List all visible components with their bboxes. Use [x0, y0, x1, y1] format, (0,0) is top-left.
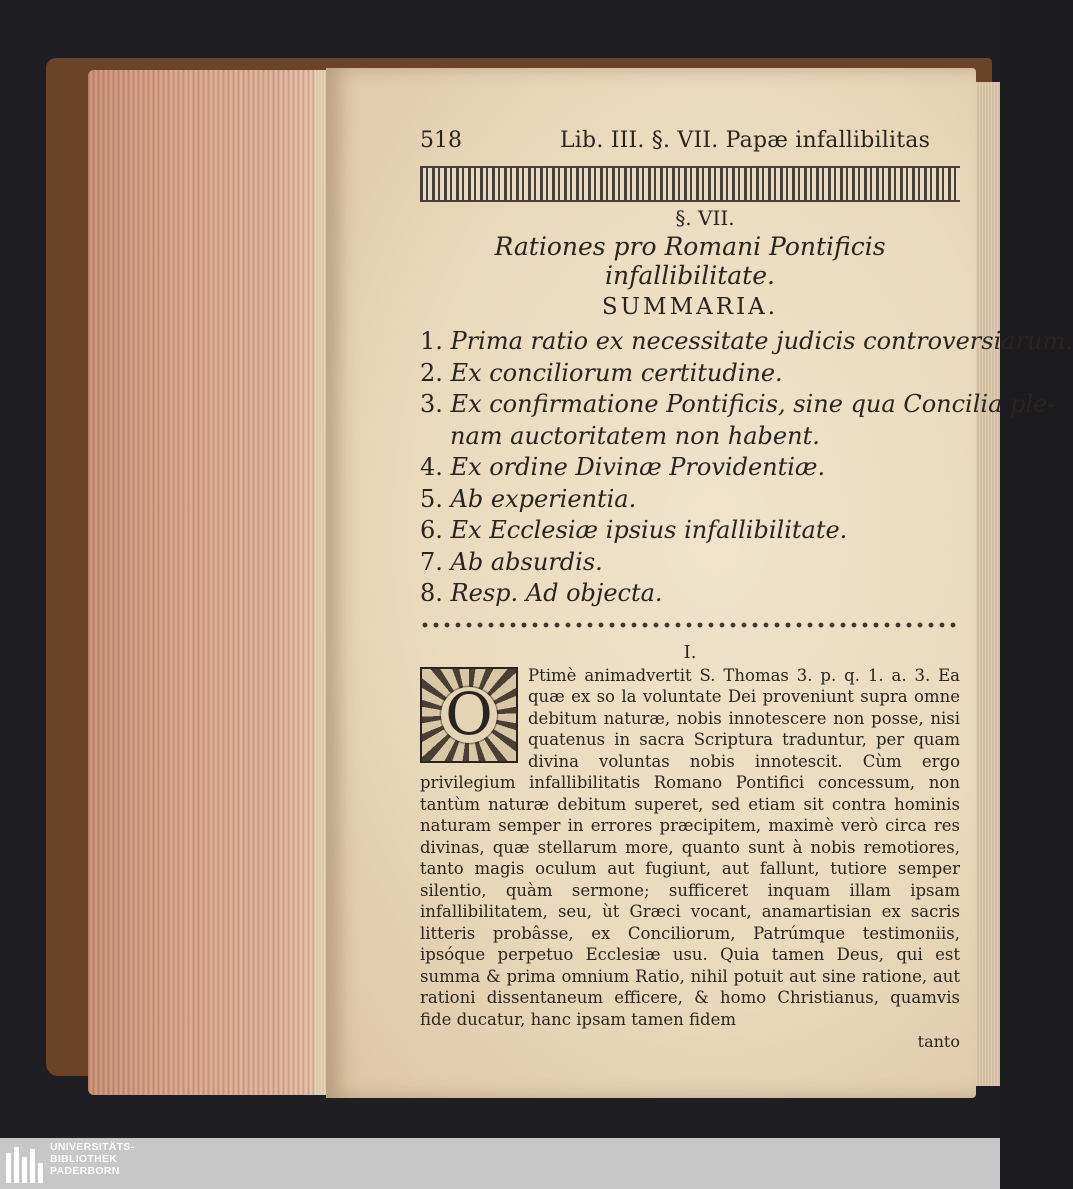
- ornamental-headpiece: [420, 166, 960, 202]
- library-logo-text: UNIVERSITÄTS- BIBLIOTHEK PADERBORN: [50, 1141, 135, 1177]
- summary-list: [420, 326, 1073, 610]
- page-content: [420, 128, 1073, 1051]
- library-footer: [0, 1138, 1000, 1189]
- page-header: [420, 128, 960, 160]
- catchword: tanto: [917, 1032, 960, 1051]
- ornamental-rule: [420, 618, 960, 632]
- running-head: Lib. III. §. VII. Papæ infallibilitas: [560, 128, 931, 153]
- page-edges-left: [88, 70, 328, 1095]
- section-mark: §. VII.: [675, 206, 735, 230]
- summary-item: 8. Resp. Ad objecta.: [420, 579, 663, 607]
- library-logo-icon: [6, 1143, 42, 1183]
- paragraph-text: Ptimè animadvertit S. Thomas 3. p. q. 1. a. 3. Ea quæ ex so la voluntate Dei proveniunt supra omne debitum naturæ, nobis innotescere non posse, nisi quatenus in sacra Scriptura traduntur, per quam divina voluntas nobis innotescit. Cùm ergo privilegium infallibilitatis Romano Pontifici concessum, non tantùm naturæ debitum superet, sed etiam sit contra hominis naturam semper in errores præcipitem, maximè verò circa res divinas, quæ stellarum more, quanto sunt à nobis remotiores, tanto magis oculum aut fugiunt, aut fallunt, tutiore semper silentio, quàm sermone; sufficeret inquam illam ipsam infallibilitatem, seu, ùt Græci vocant, anamartisian ex sacris litteris probâsse, ex Conciliorum, Patrúmque testimoniis, ipsóque perpetuo Ecclesiæ usu. Quia tamen Deus, qui est summa & prima omnium Ratio, nihil potuit aut sine ratione, aut rationi dissentaneum efficere, & homo Christianus, quamvis fide ducatur, hanc ipsam tamen fidem: [420, 665, 960, 1029]
- page-number: 518: [420, 128, 462, 153]
- decorated-initial: O: [420, 667, 518, 763]
- paragraph-body: [420, 665, 960, 1031]
- summary-item: 5. Ab experientia.: [420, 484, 637, 513]
- paragraph-number: I.: [683, 641, 697, 663]
- summary-item: 3. Ex confirmatione Pontificis, sine qua Concilia ple- nam auctoritatem non habent.: [420, 390, 1056, 450]
- summary-item: 6. Ex Ecclesiæ ipsius infallibilitate.: [420, 516, 848, 544]
- summary-item: 4. Ex ordine Divinæ Providentiæ.: [420, 453, 826, 481]
- summary-item: 7. Ab absurdis.: [420, 547, 603, 576]
- summary-item: 2. Ex conciliorum certitudine.: [420, 358, 783, 387]
- summaria-heading: SUMMARIA.: [601, 294, 779, 320]
- summary-item: 1. Prima ratio ex necessitate judicis controversiarum.: [420, 327, 1073, 355]
- section-title: Rationes pro Romani Pontificis infallibilitate.: [494, 232, 886, 290]
